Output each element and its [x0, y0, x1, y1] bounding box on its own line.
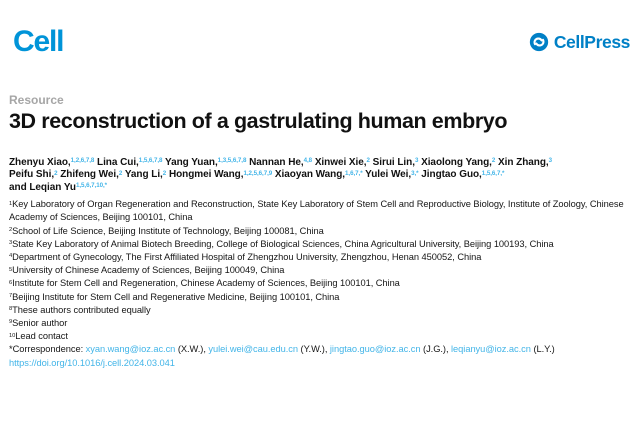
- correspondence-email-link[interactable]: yulei.wei@cau.edu.cn: [208, 344, 298, 355]
- affiliation-number: 2: [9, 227, 13, 234]
- article-header-content: [0, 94, 640, 370]
- author: Yang Li,$^2$: [124, 169, 167, 181]
- correspondence-email-link[interactable]: jingtao.guo@ioz.ac.cn: [329, 344, 421, 355]
- author: Sirui Lin,$^3$: [372, 157, 419, 168]
- author-affiliation-sup: 4,8: [303, 157, 313, 165]
- article-type-label: Resource: [9, 93, 64, 107]
- footnotes-block: [9, 198, 630, 370]
- author: Zhifeng Wei,$^2$: [60, 169, 123, 181]
- author-affiliation-sup: 2: [118, 169, 123, 177]
- author: Xiaolong Yang,$^2$: [421, 157, 496, 168]
- author: Xinwei Xie,$^2$: [314, 157, 370, 168]
- article-title: 3D reconstruction of a gastrulating human embryo: [9, 109, 508, 133]
- affiliation-line: $^5$University of Chinese Academy of Sciences, Beijing 100049, China: [9, 265, 285, 276]
- correspondence-email-link[interactable]: leqianyu@ioz.ac.cn: [451, 344, 531, 355]
- author-affiliation-sup: 3: [548, 157, 553, 165]
- correspondence-line: *Correspondence: xyan.wang@ioz.ac.cn (X.W.), yulei.wei@cau.edu.cn (Y.W.), jingtao.guo@ioz.ac.cn (J.G.), leqianyu@ioz.ac.cn (L.Y.): [9, 344, 555, 355]
- author: Hongmei Wang,$^{1,2,5,6,7,9}$: [168, 169, 273, 181]
- affiliation-list: [9, 198, 630, 343]
- affiliation-number: 10: [9, 332, 16, 339]
- affiliation-line: $^{10}$Lead contact: [9, 331, 68, 342]
- affiliation-number: 7: [9, 293, 13, 300]
- correspondence-email-link[interactable]: xyan.wang@ioz.ac.cn: [85, 344, 176, 355]
- cell-journal-logo: Cell: [13, 25, 64, 58]
- author: Xiaoyan Wang,$^{1,6,7,*}$: [274, 169, 363, 181]
- affiliation-number: 4: [9, 253, 13, 260]
- cellpress-logo-text: CellPress: [553, 31, 630, 52]
- affiliation-number: 1: [9, 200, 13, 207]
- author: and Leqian $Yu^{1,5,6,7,10,*}$: [9, 181, 108, 193]
- author-affiliation-sup: 2: [54, 169, 58, 177]
- cellpress-logo: [529, 32, 630, 53]
- author: Zhenyu Xiao,$^{1,2,6,7,8}$: [9, 157, 95, 168]
- author: Xin Zhang,$^3$: [498, 157, 553, 168]
- affiliation-number: 5: [9, 266, 13, 273]
- author-affiliation-sup: 1,6,7,*: [345, 169, 363, 177]
- affiliation-line: $^1$Key Laboratory of Organ Regeneration and Reconstruction, State Key Laboratory of Stem Cell and Reproductive Biology, Institute of Zoology, Chinese Academy of Sciences, Beijing 100101, China: [9, 199, 624, 223]
- author: Peifu Shi,$^2$: [9, 169, 58, 181]
- affiliation-line: $^3$State Key Laboratory of Animal Biotech Breeding, College of Biological Sciences, China Agricultural University, Beijing 100193, China: [9, 238, 554, 249]
- affiliation-number: 3: [9, 240, 13, 247]
- author-list: [9, 157, 630, 194]
- author-affiliation-sup: 1,2,5,6,7,9: [243, 169, 273, 177]
- affiliation-line: $^6$Institute for Stem Cell and Regeneration, Chinese Academy of Sciences, Beijing 100101, China: [9, 278, 400, 289]
- affiliation-number: 6: [9, 279, 13, 286]
- affiliation-line: $^7$Beijing Institute for Stem Cell and Regenerative Medicine, Beijing 100101, China: [9, 291, 340, 302]
- author-affiliation-sup: 1,5,6,7,8: [138, 157, 163, 165]
- author-affiliation-sup: 1,5,6,7,*: [481, 169, 505, 177]
- affiliation-number: 8: [9, 306, 13, 313]
- author: Lina Cui,$^{1,5,6,7,8}$: [97, 157, 163, 168]
- author-affiliation-sup: 2: [366, 157, 370, 165]
- author-affiliation-sup: 1,5,6,7,10,*: [75, 182, 108, 190]
- cellpress-mark-icon: [529, 32, 549, 52]
- affiliation-line: $^4$Department of Gynecology, The First Affiliated Hospital of Zhengzhou University, Zhengzhou, Henan 450052, China: [9, 252, 482, 263]
- author-affiliation-sup: 3: [414, 157, 419, 165]
- author: Yulei Wei,$^{3,*}$: [365, 169, 419, 181]
- affiliation-line: $^8$These authors contributed equally: [9, 304, 151, 315]
- affiliation-line: $^2$School of Life Science, Beijing Institute of Technology, Beijing 100081, China: [9, 225, 324, 236]
- affiliation-number: 9: [9, 319, 13, 326]
- author: Yang Yuan,$^{1,3,5,6,7,8}$: [165, 157, 247, 168]
- author-affiliation-sup: 2: [491, 157, 496, 165]
- author-affiliation-sup: 2: [162, 169, 167, 177]
- author-affiliation-sup: 1,2,6,7,8: [70, 157, 95, 165]
- author-affiliation-sup: 1,3,5,6,7,8: [217, 157, 247, 165]
- doi-link[interactable]: https://doi.org/10.1016/j.cell.2024.03.041: [9, 357, 175, 368]
- page-header: [0, 0, 640, 58]
- author-affiliation-sup: 3,*: [411, 169, 419, 177]
- author: Nannan He,$^{4,8}$: [249, 157, 313, 168]
- affiliation-line: $^9$Senior author: [9, 318, 68, 329]
- author: Jingtao Guo,$^{1,5,6,7,*}$: [421, 169, 505, 181]
